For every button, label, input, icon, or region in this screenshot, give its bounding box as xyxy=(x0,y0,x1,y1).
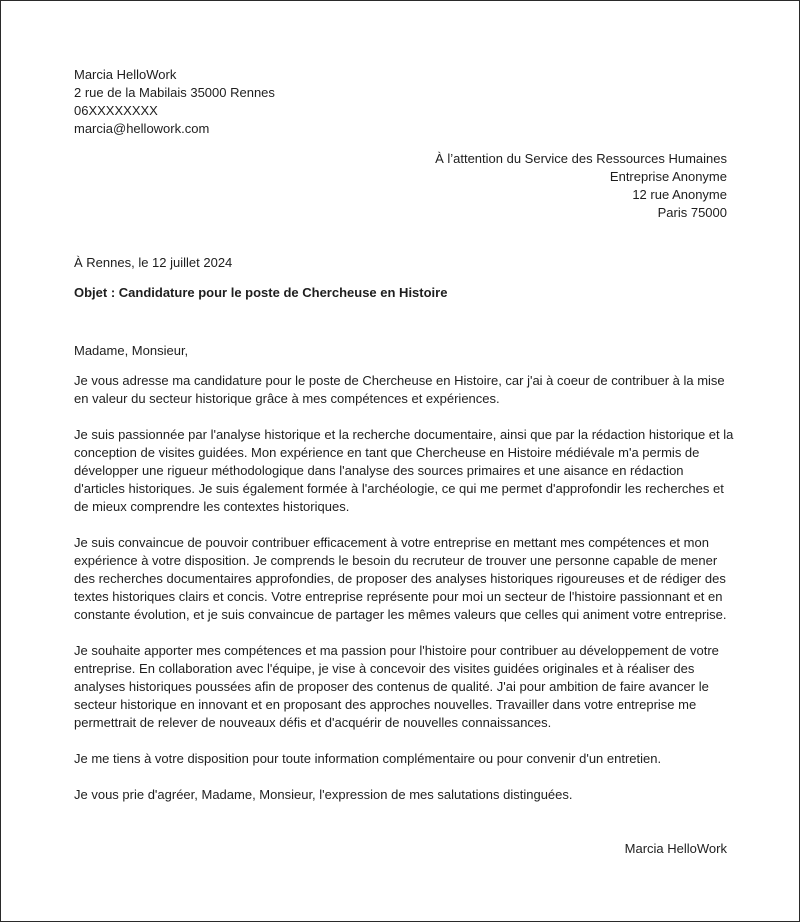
sender-phone: 06XXXXXXXX xyxy=(74,103,158,118)
paragraph-motivation: Je suis convaincue de pouvoir contribuer efficacement à votre entreprise en mettant mes compétences et mon expérience à votre disposition. Je comprends le besoin du recruteur de trouver une personne capable de mener des recherches documentaires approfondies, de proposer des analyses historiques rigoureuses et de rédiger des textes historiques clairs et concis. Votre entreprise représente pour moi un secteur de l'histoire passionnant et en constante évolution, et je suis convaincue de partager les mêmes valeurs que celles qui animent votre entreprise. xyxy=(74,535,727,622)
signature: Marcia HelloWork xyxy=(624,841,727,856)
sender-block xyxy=(74,66,275,138)
recipient-block xyxy=(435,150,727,222)
recipient-street: 12 rue Anonyme xyxy=(632,187,727,202)
paragraph-availability: Je me tiens à votre disposition pour toute information complémentaire ou pour convenir d'un entretien. xyxy=(74,751,662,766)
paragraph-experience: Je suis passionnée par l'analyse historique et la recherche documentaire, ainsi que par la rédaction historique et la conception de visites guidées. Mon expérience en tant que Chercheuse en Histoire médiévale m'a permis de développer une rigueur méthodologique dans l'analyse des sources primaires et une aisance en rédaction d'articles historiques. Je suis également formée à l'archéologie, ce qui me permet d'approfondir les recherches et de mieux comprendre les contextes historiques. xyxy=(74,427,734,514)
greeting: Madame, Monsieur, xyxy=(74,343,189,358)
letter-subject: Objet : Candidature pour le poste de Chercheuse en Histoire xyxy=(74,285,448,300)
recipient-city: Paris 75000 xyxy=(657,205,727,220)
recipient-attention: À l’attention du Service des Ressources Humaines xyxy=(435,151,727,166)
paragraph-closing: Je vous prie d'agréer, Madame, Monsieur, l'expression de mes salutations distinguées. xyxy=(74,787,573,802)
paragraph-contribution: Je souhaite apporter mes compétences et ma passion pour l'histoire pour contribuer au développement de votre entreprise. En collaboration avec l'équipe, je vise à concevoir des visites guidées originales et à réaliser des analyses historiques poussées afin de proposer des contenus de qualité. J'ai pour ambition de faire avancer le secteur historique en innovant et en proposant des approches nouvelles. Travailler dans votre entreprise me permettrait de relever de nouveaux défis et d'acquérir de nouvelles connaissances. xyxy=(74,643,719,730)
sender-address: 2 rue de la Mabilais 35000 Rennes xyxy=(74,85,275,100)
recipient-company: Entreprise Anonyme xyxy=(609,169,727,184)
paragraph-intro: Je vous adresse ma candidature pour le poste de Chercheuse en Histoire, car j'ai à coeur de contribuer à la mise en valeur du secteur historique grâce à mes compétences et expériences. xyxy=(74,373,725,406)
place-date: À Rennes, le 12 juillet 2024 xyxy=(74,255,233,270)
letter-body xyxy=(74,342,734,822)
sender-email: marcia@hellowork.com xyxy=(74,121,210,136)
sender-name: Marcia HelloWork xyxy=(74,67,177,82)
